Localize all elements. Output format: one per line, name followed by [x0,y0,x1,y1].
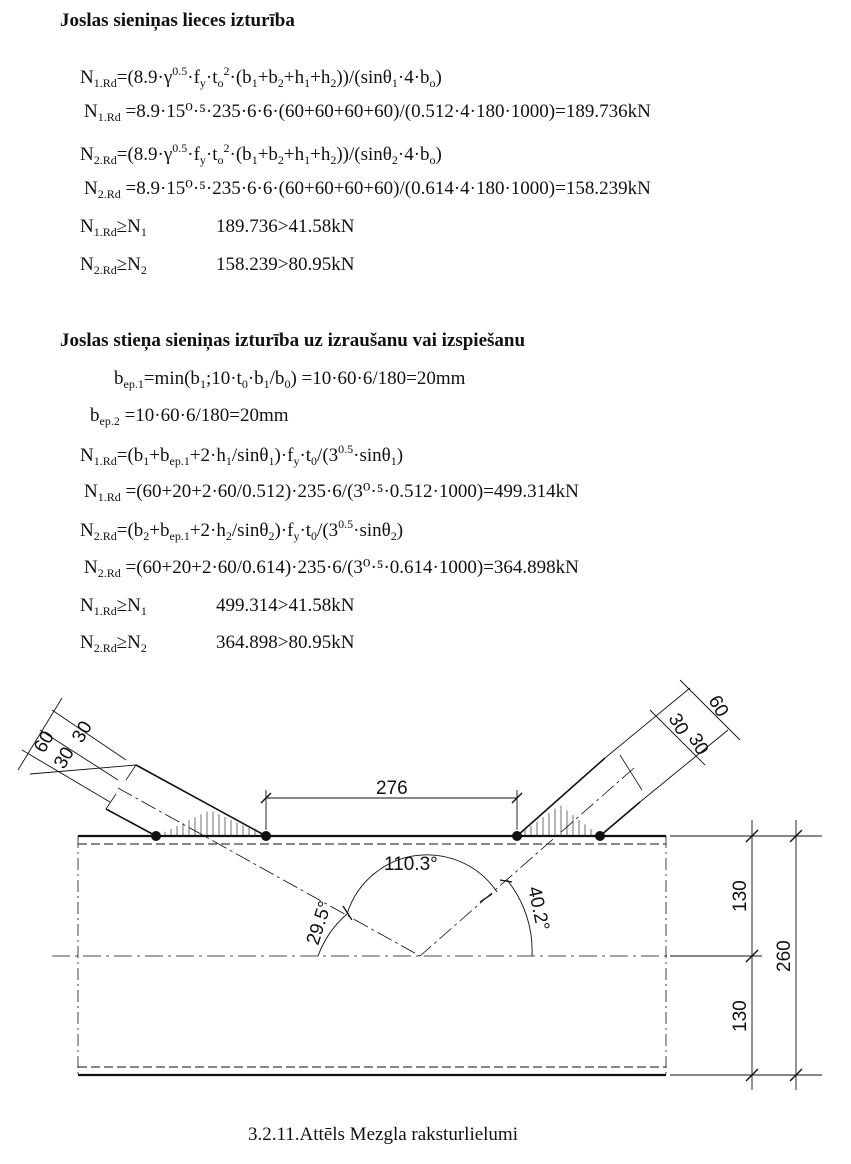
right-dim-30a: 30 [663,710,693,739]
left-brace-cut-2 [106,794,116,809]
section-1-heading: Joslas sieniņas lieces izturība [60,10,295,31]
right-brace-node-heel [596,832,605,841]
left-brace-axis [118,788,420,956]
angle-right-label: 40.2° [523,884,553,933]
check-punching-n1-result: 499.314>41.58kN [216,595,355,616]
n1-punching-calc: $N_{1.Rd} =(60+20+2\cdot 60/0.512)\cdot 235\cdot 6/(3^0\cdot^5\cdot 0.512\cdot 1000)=499.314kN$ [84,481,579,504]
check-punching-n2: $N_{2.Rd}\ge N_2$ [80,632,147,655]
left-brace-node-heel [262,832,271,841]
check-n1-result: 189.736>41.58kN [216,216,355,237]
right-brace-axis [420,768,634,956]
formula-n1-calc: $N_{1.Rd} =8.9\cdot 15^0\cdot^5\cdot 235\cdot 6\cdot 6\cdot(60+60+60+60)/(0.512\cdot 4\cdot 180\cdot 1000)=189.736kN$ [84,101,651,124]
right-brace-node-toe [513,832,522,841]
figure-caption: 3.2.11.Attēls Mezgla raksturlielumi [248,1124,518,1145]
check-punching-n2-result: 364.898>80.95kN [216,632,355,653]
right-brace-cut [620,755,642,790]
right-brace-inner-edge [600,802,640,836]
formula-n1-general: $N_{1.Rd}=(8.9\cdot\gamma^{0.5}\cdot f_y\cdot t_o^2\cdot(b_1+b_2+h_1+h_2))/(\sin\theta_1\cdot 4\cdot b_o)$ [80,64,442,90]
bep1-formula: $b_{ep.1}=\min(b_1;10\cdot t_0\cdot b_1/b_0) =10\cdot 60\cdot 6/180=20mm$ [114,368,466,391]
joint-drawing [0,670,851,1110]
right-dim-60: 60 [703,692,733,721]
dim-total-260: 260 [774,940,795,972]
left-brace [106,765,420,956]
left-dim-30b: 30 [68,717,97,747]
dim-lower-130: 130 [730,1000,751,1032]
right-dim-30b: 30 [683,730,713,759]
dim-upper-130: 130 [730,880,751,912]
n2-punching-general: $N_{2.Rd}=(b_2+b_{ep.1}+2\cdot h_2/\sin\theta_2)\cdot f_y\cdot t_0/(3^{0.5}\cdot\sin\theta_2)$ [80,517,404,543]
gap-dimension-label: 276 [376,778,408,799]
left-brace-cut [126,765,136,780]
n2-punching-calc: $N_{2.Rd} =(60+20+2\cdot 60/0.614)\cdot 235\cdot 6/(3^0\cdot^5\cdot 0.614\cdot 1000)=364.898kN$ [84,557,579,580]
section-2-heading: Joslas stieņa sieniņas izturība uz izraušanu vai izspiešanu [60,330,526,351]
chord [52,836,690,1075]
bep2-formula: $b_{ep.2} =10\cdot 60\cdot 6/180=20mm$ [90,405,289,428]
formula-n2-calc: $N_{2.Rd} =8.9\cdot 15^0\cdot^5\cdot 235\cdot 6\cdot 6\cdot(60+60+60+60)/(0.614\cdot 4\cdot 180\cdot 1000)=158.239kN$ [84,178,651,201]
chord-height-dimension [670,820,822,1090]
check-n2: $N_{2.Rd}\ge N_2$ [80,254,147,277]
left-weld-hatch [156,810,266,836]
check-n1: $N_{1.Rd}\ge N_1$ [80,216,147,239]
left-brace-node-toe [152,832,161,841]
right-weld-hatch [517,805,600,836]
left-dim-60: 60 [30,727,59,757]
n1-punching-general: $N_{1.Rd}=(b_1+b_{ep.1}+2\cdot h_1/\sin\theta_1)\cdot f_y\cdot t_0/(3^{0.5}\cdot\sin\theta_1)$ [80,442,404,468]
formula-n2-general: $N_{2.Rd}=(8.9\cdot\gamma^{0.5}\cdot f_y\cdot t_o^2\cdot(b_1+b_2+h_1+h_2))/(\sin\theta_2\cdot 4\cdot b_o)$ [80,141,442,167]
angle-between-label: 110.3° [384,854,438,875]
angle-left-label: 29.5° [302,898,337,948]
left-dim-30a: 30 [50,743,79,773]
left-brace-inner-edge [106,809,156,836]
check-punching-n1: $N_{1.Rd}\ge N_1$ [80,595,147,618]
check-n2-result: 158.239>80.95kN [216,254,355,275]
